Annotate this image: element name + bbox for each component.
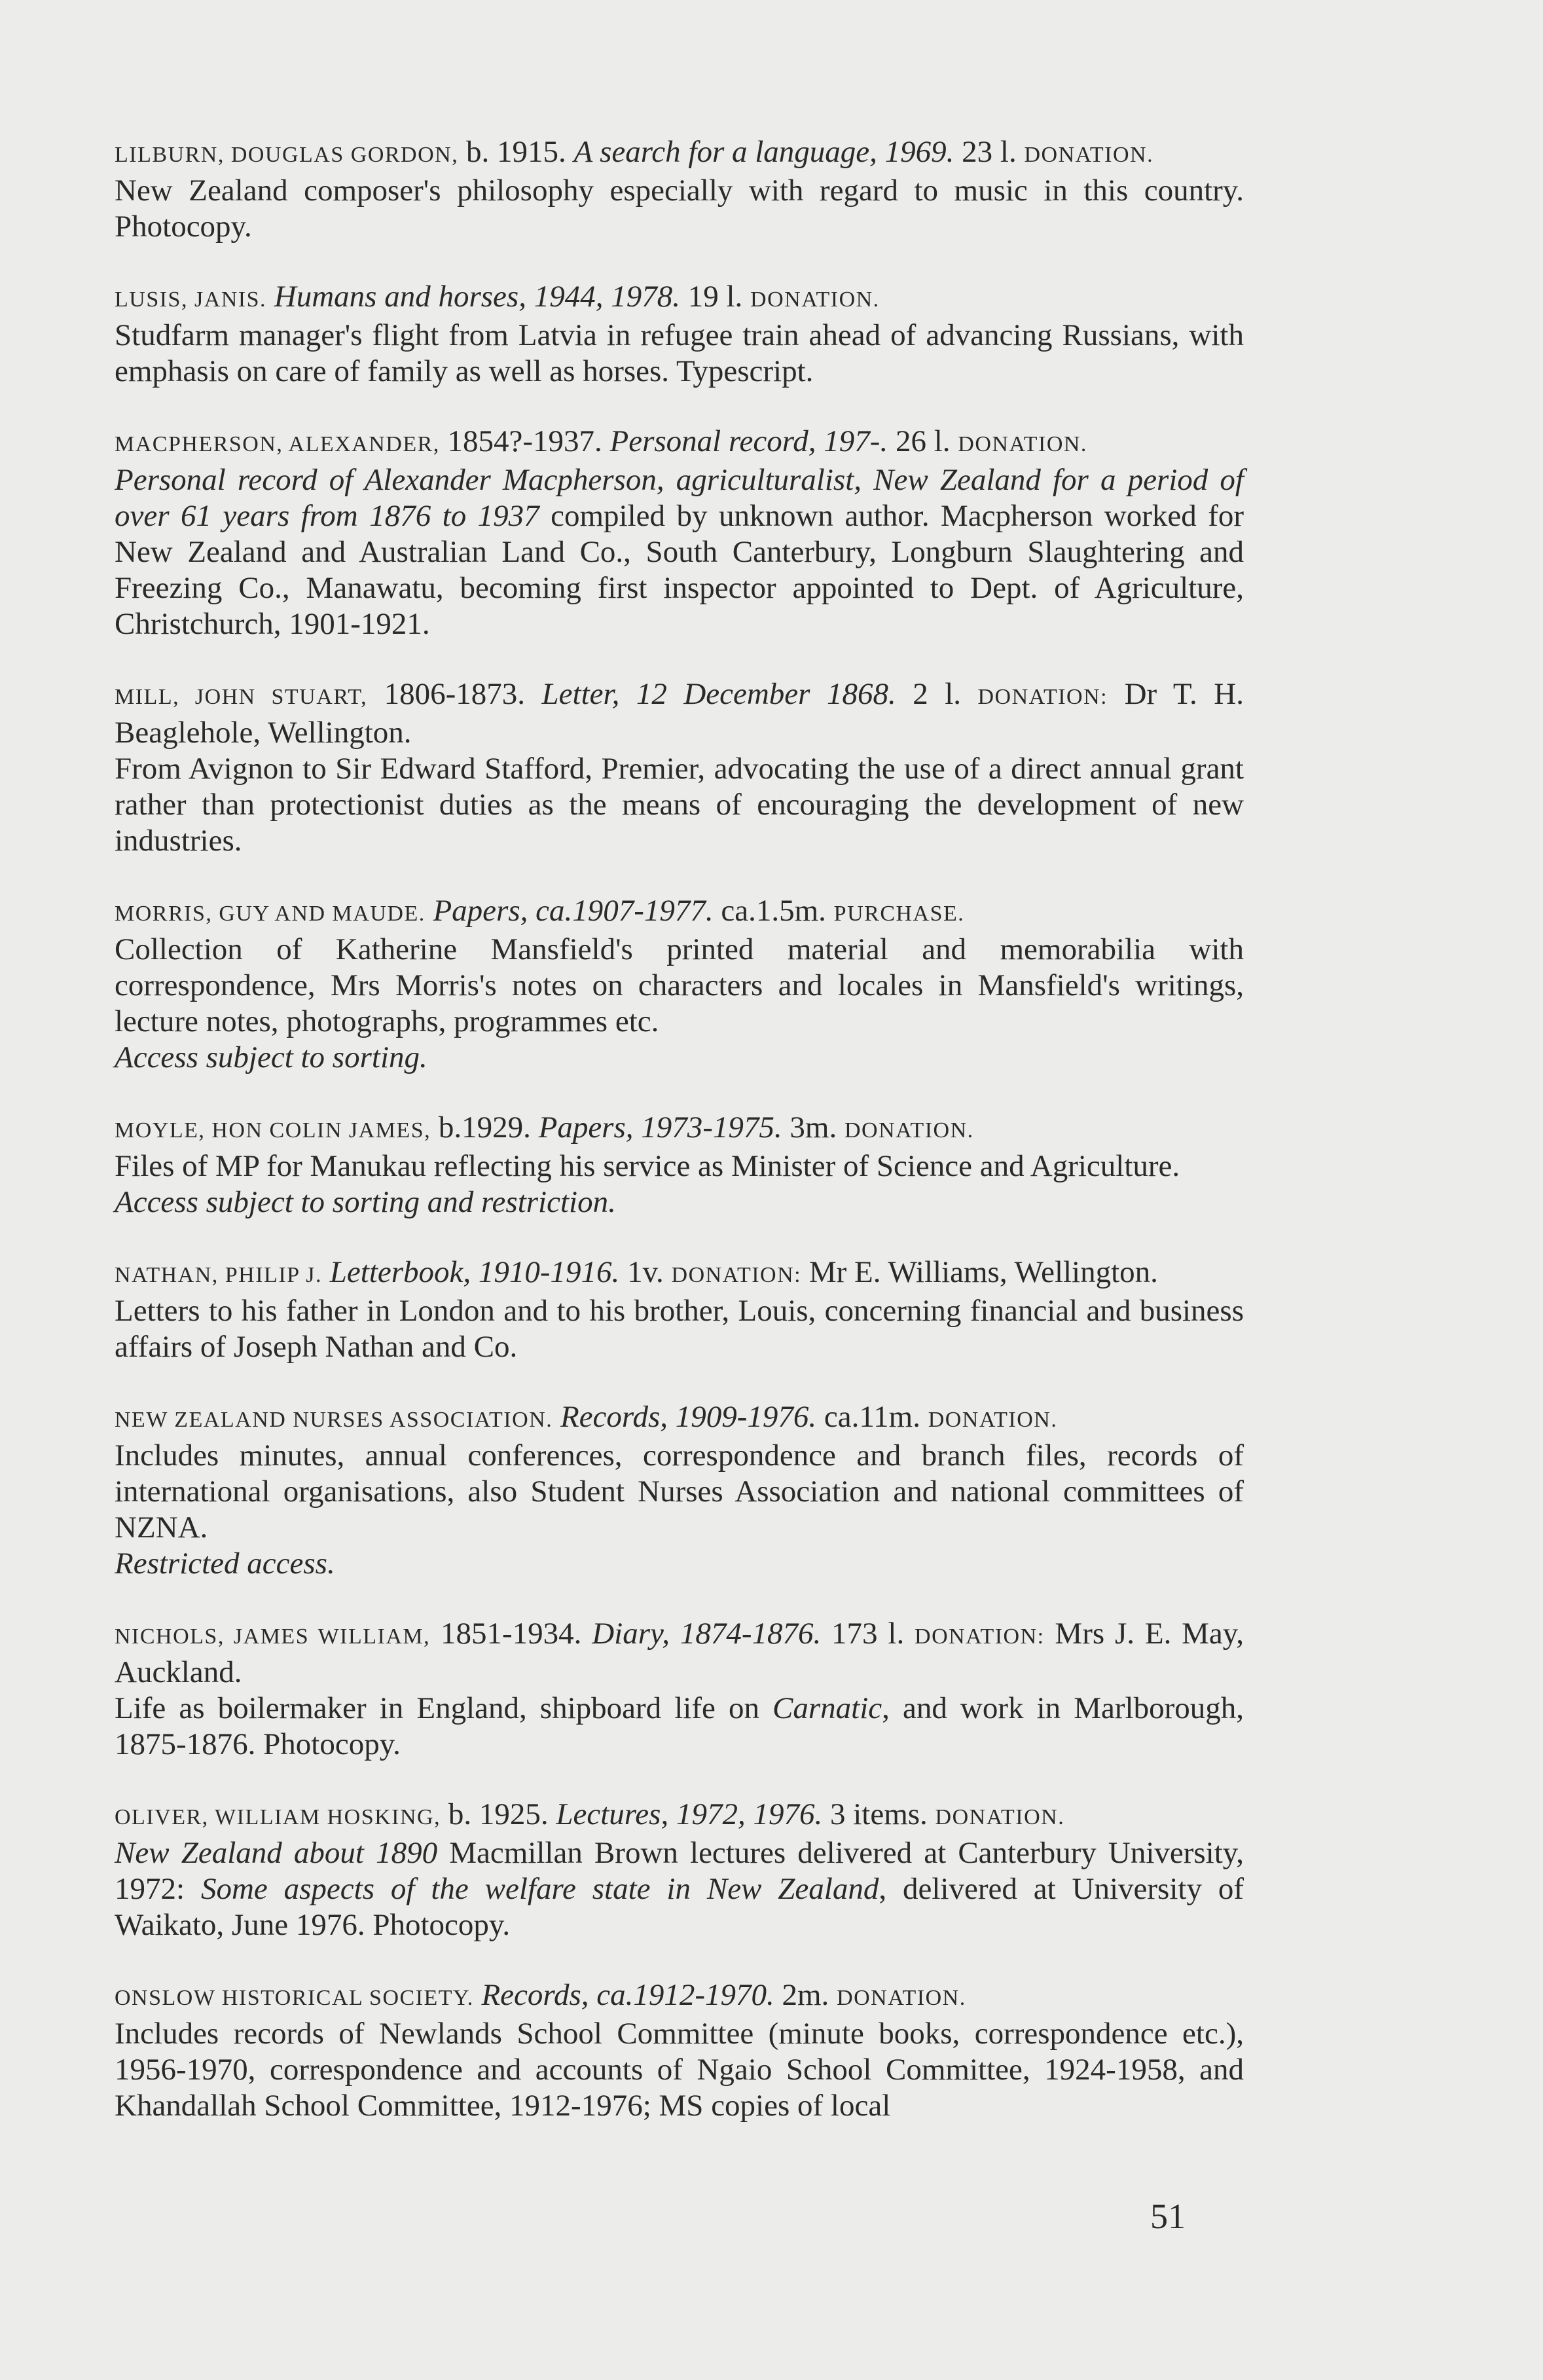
entry-name: LUSIS, JANIS.: [115, 287, 267, 312]
entry-description: From Avignon to Sir Edward Stafford, Premier, advocating the use of a direct annual grant rather than protectionist duties as the means of encouraging the development of new industries.: [115, 752, 1244, 858]
entry-acquisition: DONATION.: [1024, 143, 1154, 167]
entry-name: ONSLOW HISTORICAL SOCIETY.: [115, 1986, 474, 2010]
entry-title: A search for a language, 1969.: [573, 135, 954, 169]
entry-description: Collection of Katherine Mansfield's printed material and memorabilia with correspondence, Mrs Morris's notes on characters and locales in Mansfield's writings, lecture notes, photographs, programmes etc.: [115, 932, 1244, 1038]
entry-description: [115, 1691, 1244, 1763]
entry-title: Papers, 1973-1975.: [538, 1110, 782, 1144]
entry-title: Letter, 12 December 1868.: [541, 677, 896, 711]
entry-acquisition: DONATION:: [977, 685, 1108, 709]
entry-description-text: Macmillan Brown lectures delivered at Canterbury University, 1972:: [115, 1836, 1244, 1906]
entry-morris: [115, 893, 1244, 1076]
entry-description-italic: New Zealand about 1890: [115, 1836, 438, 1870]
entry-acquisition: DONATION.: [837, 1986, 966, 2010]
entry-description-italic: Some aspects of the welfare state in New Zealand: [200, 1872, 879, 1906]
entry-description: Files of MP for Manukau reflecting his service as Minister of Science and Agriculture.: [115, 1149, 1180, 1183]
entry-extent: 23 l.: [954, 135, 1025, 169]
entry-dates: b. 1925.: [441, 1797, 556, 1831]
entry-description: Includes minutes, annual conferences, correspondence and branch files, records of international organisations, also Student Nurses Association and national committees of NZNA.: [115, 1438, 1244, 1545]
entry-dates: [474, 1978, 482, 2012]
page-number: 51: [1150, 2197, 1186, 2236]
entry-title: Letterbook, 1910-1916.: [329, 1255, 620, 1289]
entry-dates: b. 1915.: [458, 135, 574, 169]
entry-dates: 1851-1934.: [430, 1617, 592, 1651]
entry-description-text: , and work in Marlborough, 1875-1876. Photocopy.: [115, 1691, 1244, 1761]
entry-name: LILBURN, DOUGLAS GORDON,: [115, 143, 459, 167]
entry-name: MOYLE, HON COLIN JAMES,: [115, 1118, 431, 1143]
entry-dates: [426, 894, 433, 928]
entry-dates: [322, 1255, 330, 1289]
entry-title: Personal record, 197-.: [609, 424, 888, 458]
entry-dates: [553, 1400, 560, 1434]
entry-name: NICHOLS, JAMES WILLIAM,: [115, 1624, 431, 1649]
entry-acquisition: DONATION.: [928, 1408, 1058, 1432]
entry-description-text: Life as boilermaker in England, shipboard life on: [115, 1691, 773, 1725]
entry-extent: 3 items.: [822, 1797, 935, 1831]
entry-oliver: [115, 1797, 1244, 1943]
entry-extent: 173 l.: [821, 1617, 915, 1651]
entry-description-italic: Personal record of Alexander Macpherson, agriculturalist, New Zealand for a period of over 61 years from 1876 to 1937: [115, 463, 1244, 533]
entry-mill: [115, 676, 1244, 859]
entry-donor: Mrs J. E. May, Auckland.: [115, 1617, 1244, 1689]
entry-description: Letters to his father in London and to his brother, Louis, concerning financial and business affairs of Joseph Nathan and Co.: [115, 1294, 1244, 1364]
entry-name: MORRIS, GUY AND MAUDE.: [115, 902, 426, 926]
entry-title: Records, 1909-1976.: [560, 1400, 817, 1434]
entry-donor: Mr E. Williams, Wellington.: [801, 1255, 1158, 1289]
entry-acquisition: DONATION.: [958, 432, 1087, 456]
entry-nichols: [115, 1616, 1244, 1763]
entry-access-note: Restricted access.: [115, 1547, 335, 1581]
entry-description: [115, 1835, 1244, 1943]
entry-description-text: compiled by unknown author. Macpherson worked for New Zealand and Australian Land Co., South Canterbury, Longburn Slaughtering and Freezing Co., Manawatu, becoming first inspector appointed to Dept. of Agriculture, Christchurch, 1901-1921.: [115, 499, 1244, 641]
entry-name: OLIVER, WILLIAM HOSKING,: [115, 1805, 441, 1829]
entry-name: NATHAN, PHILIP J.: [115, 1263, 323, 1287]
entry-access-note: Access subject to sorting and restriction.: [115, 1185, 616, 1219]
entry-name: NEW ZEALAND NURSES ASSOCIATION.: [115, 1408, 553, 1432]
catalogue-page: [115, 134, 1244, 2158]
entry-onslow: [115, 1977, 1244, 2124]
entry-dates: 1854?-1937.: [439, 424, 610, 458]
entry-acquisition: DONATION.: [844, 1118, 974, 1143]
entry-extent: 2 l.: [896, 677, 978, 711]
entry-title: Diary, 1874-1876.: [592, 1617, 822, 1651]
entry-description: [115, 462, 1244, 642]
entry-nzna: [115, 1399, 1244, 1582]
entry-acquisition: DONATION.: [750, 287, 880, 312]
entry-extent: 19 l.: [680, 280, 751, 314]
entry-title: Records, ca.1912-1970.: [481, 1978, 774, 2012]
entry-name: MILL, JOHN STUART,: [115, 685, 368, 709]
entry-dates: 1806-1873.: [367, 677, 542, 711]
entry-dates: [266, 280, 274, 314]
entry-acquisition: PURCHASE.: [833, 902, 965, 926]
entry-donor: Dr T. H. Beaglehole, Wellington.: [115, 677, 1244, 750]
entry-extent: 3m.: [782, 1110, 844, 1144]
entry-acquisition: DONATION.: [935, 1805, 1065, 1829]
entry-lilburn: [115, 134, 1244, 245]
entry-extent: ca.11m.: [816, 1400, 928, 1434]
entry-title: Papers, ca.1907-1977.: [433, 894, 714, 928]
entry-extent: 2m.: [774, 1978, 837, 2012]
entry-dates: b.1929.: [431, 1110, 539, 1144]
entry-moyle: [115, 1110, 1244, 1220]
entry-nathan: [115, 1254, 1244, 1365]
entry-access-note: Access subject to sorting.: [115, 1040, 427, 1074]
entry-extent: 1v.: [619, 1255, 672, 1289]
entry-extent: ca.1.5m.: [713, 894, 834, 928]
entry-macpherson: [115, 424, 1244, 642]
entry-acquisition: DONATION:: [671, 1263, 802, 1287]
entry-description: Includes records of Newlands School Committee (minute books, correspondence etc.), 1956-1970, correspondence and accounts of Ngaio School Committee, 1924-1958, and Khandallah School Committee, 1912-1976; MS copies of local: [115, 2017, 1244, 2123]
entry-acquisition: DONATION:: [915, 1624, 1045, 1649]
entry-name: MACPHERSON, ALEXANDER,: [115, 432, 440, 456]
entry-title: Humans and horses, 1944, 1978.: [274, 280, 680, 314]
entry-description: New Zealand composer's philosophy especially with regard to music in this country. Photocopy.: [115, 174, 1244, 244]
entry-description: Studfarm manager's flight from Latvia in refugee train ahead of advancing Russians, with emphasis on care of family as well as horses. Typescript.: [115, 318, 1244, 388]
entry-extent: 26 l.: [888, 424, 958, 458]
entry-description-text: , delivered at University of Waikato, June 1976. Photocopy.: [115, 1872, 1244, 1942]
entry-title: Lectures, 1972, 1976.: [556, 1797, 823, 1831]
entry-description-italic: Carnatic: [772, 1691, 882, 1725]
entry-lusis: [115, 279, 1244, 390]
